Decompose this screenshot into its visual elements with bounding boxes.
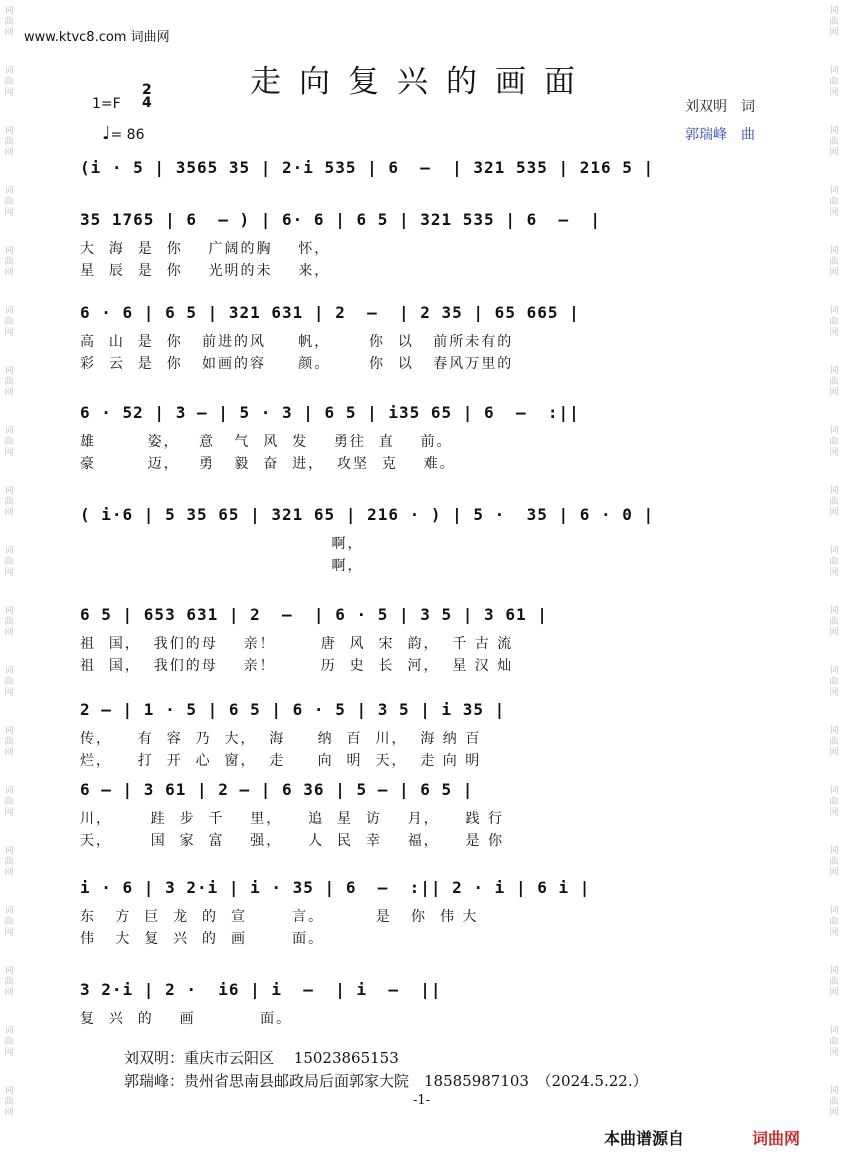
watermark-unit: 词 曲 网 <box>829 426 839 458</box>
lyricist-credit: 刘双明 词 <box>685 99 755 115</box>
watermark-unit: 词 曲 网 <box>4 186 14 218</box>
lyric-line-1: 复 兴 的 画 面。 <box>80 1011 293 1027</box>
lyric-line-2: 啊， <box>80 558 364 574</box>
watermark-unit: 词 曲 网 <box>829 1086 839 1118</box>
watermark-unit: 词 曲 网 <box>829 1026 839 1058</box>
watermark-unit: 词 曲 网 <box>4 426 14 458</box>
watermark-unit: 词 曲 网 <box>829 246 839 278</box>
lyric-line-1: 祖 国， 我们的母 亲！ 唐 风 宋 韵， 千 古 流 <box>80 636 514 652</box>
notation-line: 2 — | 1 · 5 | 6 5 | 6 · 5 | 3 5 | i 35 | <box>80 700 506 719</box>
notation-line: 6 · 6 | 6 5 | 321 631 | 2 — | 2 35 | 65 665 | <box>80 303 580 322</box>
watermark-unit: 词 曲 网 <box>4 846 14 878</box>
right-watermark <box>827 0 841 1172</box>
watermark-unit: 词 曲 网 <box>829 126 839 158</box>
watermark-unit: 词 曲 网 <box>4 6 14 38</box>
watermark-unit: 词 曲 网 <box>4 366 14 398</box>
watermark-unit: 词 曲 网 <box>4 966 14 998</box>
watermark-unit: 词 曲 网 <box>4 546 14 578</box>
watermark-unit: 词 曲 网 <box>4 126 14 158</box>
watermark-unit: 词 曲 网 <box>829 186 839 218</box>
song-title: 走向复兴的画面 <box>250 64 593 100</box>
notation-line: ( i·6 | 5 35 65 | 321 65 | 216 · ) | 5 · 35 | 6 · 0 | <box>80 505 655 524</box>
site-url[interactable]: www.ktvc8.com 词曲网 <box>24 30 170 45</box>
lyric-line-2: 星 辰 是 你 光明的未 来， <box>80 263 331 279</box>
lyric-line-2: 烂， 打 开 心 窗， 走 向 明 天， 走 向 明 <box>80 753 482 769</box>
lyric-line-1: 大 海 是 你 广阔的胸 怀， <box>80 241 331 257</box>
notation-line: 3 2·i | 2 · i6 | i — | i — || <box>80 980 442 999</box>
page-number: -1- <box>412 1093 431 1108</box>
lyric-line-2: 豪 迈， 勇 毅 奋 进， 攻坚 克 难。 <box>80 456 456 472</box>
watermark-unit: 词 曲 网 <box>4 306 14 338</box>
lyric-line-2: 天， 国 家 富 强， 人 民 幸 福， 是 你 <box>80 833 504 849</box>
watermark-unit: 词 曲 网 <box>829 786 839 818</box>
lyric-line-1: 啊， <box>80 536 364 552</box>
watermark-unit: 词 曲 网 <box>829 846 839 878</box>
source-site-link[interactable]: 词曲网 <box>752 1129 801 1148</box>
notation-line: i · 6 | 3 2·i | i · 35 | 6 — :|| 2 · i | 6 i | <box>80 878 591 897</box>
watermark-unit: 词 曲 网 <box>829 66 839 98</box>
notation-line: 6 5 | 653 631 | 2 — | 6 · 5 | 3 5 | 3 61 | <box>80 605 548 624</box>
watermark-unit: 词 曲 网 <box>829 546 839 578</box>
watermark-unit: 词 曲 网 <box>4 786 14 818</box>
watermark-unit: 词 曲 网 <box>829 306 839 338</box>
lyric-line-2: 彩 云 是 你 如画的容 颜。 你 以 春风万里的 <box>80 356 514 372</box>
lyric-line-1: 高 山 是 你 前进的风 帆， 你 以 前所未有的 <box>80 334 514 350</box>
time-signature <box>142 84 152 110</box>
left-watermark <box>2 0 16 1172</box>
watermark-unit: 词 曲 网 <box>829 726 839 758</box>
notation-line: 6 — | 3 61 | 2 — | 6 36 | 5 — | 6 5 | <box>80 780 474 799</box>
key-signature: 1=F <box>92 96 121 112</box>
source-label: 本曲谱源自 <box>604 1129 685 1148</box>
watermark-unit: 词 曲 网 <box>4 66 14 98</box>
watermark-unit: 词 曲 网 <box>4 606 14 638</box>
meter-top: 2 <box>142 82 152 98</box>
tempo-value: = 86 <box>110 127 145 143</box>
watermark-unit: 词 曲 网 <box>829 966 839 998</box>
watermark-unit: 词 曲 网 <box>4 726 14 758</box>
watermark-unit: 词 曲 网 <box>829 486 839 518</box>
quarter-note-icon: ♩ <box>102 123 111 144</box>
lyric-line-1: 雄 姿， 意 气 风 发 勇往 直 前。 <box>80 434 453 450</box>
composer-credit: 郭瑞峰 曲 <box>685 127 755 143</box>
watermark-unit: 词 曲 网 <box>4 1086 14 1118</box>
watermark-unit: 词 曲 网 <box>829 666 839 698</box>
watermark-unit: 词 曲 网 <box>4 1026 14 1058</box>
watermark-unit: 词 曲 网 <box>829 366 839 398</box>
watermark-unit: 词 曲 网 <box>4 486 14 518</box>
notation-line: 6 · 52 | 3 — | 5 · 3 | 6 5 | i35 65 | 6 — :|| <box>80 403 580 422</box>
lyric-line-2: 祖 国， 我们的母 亲！ 历 史 长 河， 星 汉 灿 <box>80 658 514 674</box>
watermark-unit: 词 曲 网 <box>4 246 14 278</box>
watermark-unit: 词 曲 网 <box>4 906 14 938</box>
lyric-line-1: 东 方 巨 龙 的 宣 言。 是 你 伟 大 <box>80 909 479 925</box>
notation-line: 35 1765 | 6 — ) | 6· 6 | 6 5 | 321 535 | 6 — | <box>80 210 602 229</box>
tempo-marking <box>102 123 145 144</box>
watermark-unit: 词 曲 网 <box>829 606 839 638</box>
lyric-line-1: 川， 跬 步 千 里， 追 星 访 月， 践 行 <box>80 811 504 827</box>
watermark-unit: 词 曲 网 <box>4 666 14 698</box>
contact-composer: 郭瑞峰：贵州省思南县邮政局后面郭家大院 18585987103 （2024.5.22.） <box>124 1072 648 1090</box>
contact-lyricist: 刘双明：重庆市云阳区 15023865153 <box>124 1049 399 1067</box>
watermark-unit: 词 曲 网 <box>829 6 839 38</box>
notation-line: (i · 5 | 3565 35 | 2·i 535 | 6 — | 321 535 | 216 5 | <box>80 158 655 177</box>
watermark-unit: 词 曲 网 <box>829 906 839 938</box>
lyric-line-2: 伟 大 复 兴 的 画 面。 <box>80 931 325 947</box>
meter-bottom: 4 <box>142 95 152 111</box>
lyric-line-1: 传， 有 容 乃 大， 海 纳 百 川， 海 纳 百 <box>80 731 482 747</box>
